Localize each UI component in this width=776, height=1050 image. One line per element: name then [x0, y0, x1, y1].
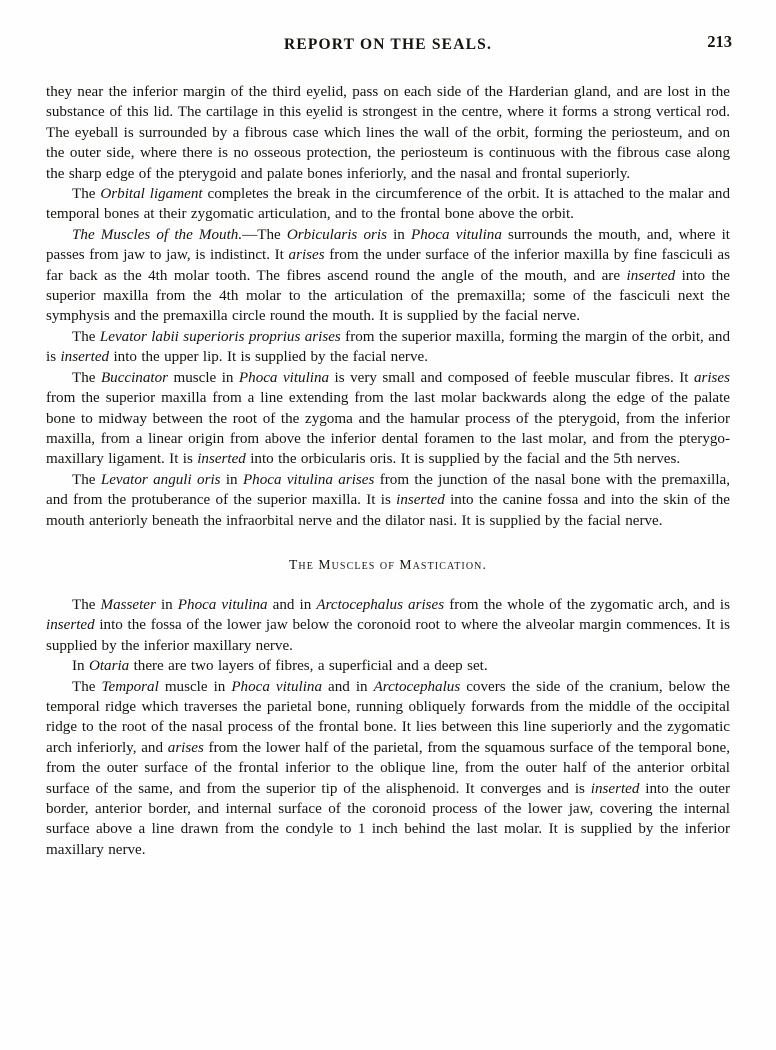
text-run: into the outer border, anterior border, and internal surface of the coronoid process of the lower jaw, covering the internal surface above a line drawn from the condyle to 1 inch behind the last molar. It is supplied by the inferior maxillary nerve.: [46, 780, 730, 858]
italic-run: Orbital ligament: [100, 186, 203, 203]
text-run: in: [220, 471, 243, 488]
para-muscles-of-mouth: [46, 225, 730, 327]
para-orbital-ligament: [46, 184, 730, 225]
paragraph-group-bottom: [46, 595, 730, 860]
italic-run: The Muscles of the Mouth.: [72, 226, 243, 243]
text-run: from the junction of the nasal bone with the premaxilla, and from the protuberance of the superior maxilla. It is: [46, 471, 730, 509]
text-run: in: [155, 596, 178, 613]
text-run: and in: [322, 678, 374, 695]
running-head: REPORT ON THE SEALS.: [283, 36, 493, 53]
text-run: from the superior maxilla from a line extending from the last molar backwards along the edge of the palate bone to midway between the root of the zygoma and the hamular process of the pterygoid, from the inferior maxilla, from a linear origin from above the inferior dental foramen to the last molar, and from the pterygo-maxillary ligament. It is: [46, 390, 730, 468]
italic-run: inserted: [60, 349, 110, 366]
text-run: and in: [267, 596, 317, 613]
italic-run: inserted: [590, 780, 640, 797]
italic-run: arises: [288, 247, 325, 264]
body-text-column: [46, 56, 730, 860]
text-run: surrounds the mouth, and, where it passes from jaw to jaw, is indistinct. It: [46, 226, 730, 264]
text-run: from the superior maxilla, forming the margin of the orbit, and is: [46, 328, 730, 366]
italic-run: Levator labii superioris proprius arises: [99, 328, 341, 345]
text-run: into the orbicularis oris. It is supplied by the facial and the 5th nerves.: [245, 451, 681, 468]
italic-run: arises: [167, 739, 204, 756]
italic-run: Buccinator: [100, 369, 169, 386]
page-number: 213: [707, 32, 732, 51]
para-buccinator: [46, 368, 730, 470]
text-run: there are two layers of fibres, a superficial and a deep set.: [129, 658, 488, 675]
italic-run: arises: [693, 369, 730, 386]
text-run: from the lower half of the parietal, from the squamous surface of the temporal bone, from the outer surface of the frontal inferior to the oblique line, from the outer half of the anterior orbital surface of the same, and from the superior tip of the alisphenoid. It converges and is: [46, 739, 730, 797]
text-run: The: [72, 328, 100, 345]
text-run: The: [72, 471, 101, 488]
italic-run: inserted: [626, 267, 676, 284]
paragraph-group-top: [46, 82, 730, 531]
para-temporal: [46, 677, 730, 861]
italic-run: Otaria: [88, 658, 130, 675]
italic-run: Phoca vitulina: [411, 226, 502, 243]
section-heading: The Muscles of Mastication.: [288, 556, 487, 572]
italic-run: inserted: [197, 451, 246, 468]
text-run: The: [72, 596, 101, 613]
page-header: [46, 0, 730, 56]
text-run: The: [72, 186, 101, 203]
text-run: muscle in: [158, 678, 232, 695]
text-run: they near the inferior margin of the third eyelid, pass on each side of the Harderian gland, and are lost in the substance of this lid. The cartilage in this eyelid is strongest in the centre, where it forms a strong vertical rod. The eyeball is surrounded by a fibrous case which lines the wall of the orbit, forming the periosteum, and on the outer side, where there is no osseous protection, the periosteum is continuous with the fibrous case along the sharp edge of the pterygoid and palate bones inferiorly, and the nasal and frontal superiorly.: [46, 84, 730, 182]
italic-run: Arctocephalus: [373, 678, 461, 695]
italic-run: Phoca vitulina: [231, 678, 323, 695]
italic-run: Phoca vitulina: [238, 369, 330, 386]
text-run: into the canine fossa and into the skin of the mouth anteriorly beneath the infraorbital nerve and the dilator nasi. It is supplied by the facial nerve.: [46, 492, 731, 529]
para-levator-anguli-oris: [46, 470, 730, 531]
italic-run: Temporal: [101, 678, 159, 695]
italic-run: Orbicularis oris: [286, 226, 387, 243]
text-run: In: [72, 658, 89, 675]
text-run: The: [72, 678, 102, 695]
italic-run: Arctocephalus arises: [316, 596, 445, 613]
italic-run: inserted: [46, 617, 95, 634]
text-run: into the upper lip. It is supplied by the facial nerve.: [109, 349, 428, 366]
text-run: in: [386, 226, 412, 243]
text-run: The: [72, 369, 101, 386]
text-run: muscle in: [168, 369, 239, 386]
italic-run: inserted: [396, 492, 445, 509]
italic-run: Phoca vitulina arises: [242, 471, 375, 488]
para-eyelid: [46, 82, 730, 184]
text-run: into the superior maxilla from the 4th molar to the articulation of the premaxilla; some of the fasciculi next the symphysis and the premaxilla circle round the mouth. It is supplied by the facial nerve.: [46, 267, 730, 325]
text-run: from the whole of the zygomatic arch, and is: [444, 596, 730, 613]
text-run: is very small and composed of feeble muscular fibres. It: [329, 369, 694, 386]
text-run: completes the break in the circumference of the orbit. It is attached to the malar and temporal bones at their zygomatic articulation, and to the frontal bone above the orbit.: [46, 186, 730, 223]
para-otaria: [46, 656, 730, 676]
text-run: covers the side of the cranium, below the temporal ridge which traverses the parietal bone, running obliquely forwards from the middle of the occipital ridge to the root of the nasal process of the frontal bone. It lies between this line superiorly and the zygomatic arch inferiorly, and: [46, 678, 730, 756]
italic-run: Levator anguli oris: [100, 471, 221, 488]
text-run: —The: [242, 226, 287, 243]
italic-run: Masseter: [100, 596, 156, 613]
italic-run: Phoca vitulina: [177, 596, 268, 613]
text-run: into the fossa of the lower jaw below the coronoid root to where the alveolar margin commences. It is supplied by the inferior maxillary nerve.: [46, 617, 730, 654]
text-run: from the under surface of the inferior maxilla by fine fasciculi as far back as the 4th molar tooth. The fibres ascend round the angle of the mouth, and are: [46, 247, 730, 284]
para-levator-labii: [46, 327, 730, 368]
para-masseter: [46, 595, 730, 656]
